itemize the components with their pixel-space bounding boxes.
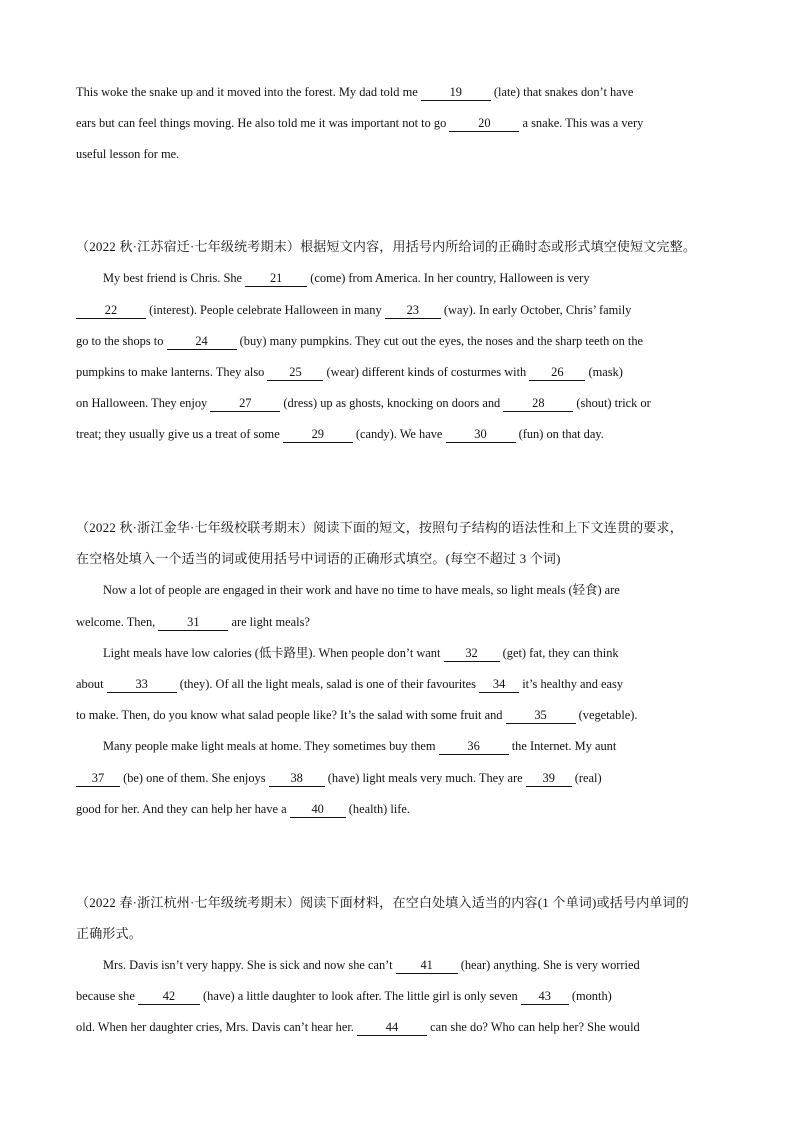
paragraph-line [76, 364, 726, 381]
text: pumpkins to make lanterns. They also [76, 365, 268, 379]
paragraph-line [76, 614, 726, 631]
text: (mask) [585, 365, 623, 379]
blank-40[interactable]: 40 [290, 803, 346, 818]
text: good for her. And they can help her have a [76, 802, 290, 816]
blank-33[interactable]: 33 [107, 678, 177, 693]
text: Mrs. Davis isn’t very happy. She is sick and now she can’t [103, 958, 396, 972]
text: to make. Then, do you know what salad people like? It’s the salad with some fruit and [76, 708, 506, 722]
blank-19[interactable]: 19 [421, 86, 491, 101]
blank-36[interactable]: 36 [439, 740, 509, 755]
blank-22[interactable]: 22 [76, 304, 146, 319]
text: Light meals have low calories (低卡路里). When people don’t want [103, 646, 444, 660]
text: about [76, 677, 107, 691]
text: (have) light meals very much. They are [324, 771, 526, 785]
text: (get) fat, they can think [499, 646, 619, 660]
text: (month) [568, 989, 612, 1003]
blank-23[interactable]: 23 [385, 304, 441, 319]
blank-21[interactable]: 21 [245, 272, 307, 287]
paragraph-line [76, 988, 726, 1005]
blank-31[interactable]: 31 [158, 616, 228, 631]
text: ears but can feel things moving. He also told me it was important not to go [76, 116, 450, 130]
blank-35[interactable]: 35 [506, 709, 576, 724]
section-heading: 正确形式。 [76, 926, 143, 941]
paragraph-line [76, 1019, 726, 1036]
blank-25[interactable]: 25 [267, 366, 323, 381]
blank-42[interactable]: 42 [138, 990, 200, 1005]
paragraph-line [76, 801, 726, 818]
paragraph-line [76, 707, 726, 724]
text: (hear) anything. She is very worried [457, 958, 640, 972]
text: can she do? Who can help her? She would [427, 1020, 640, 1034]
blank-20[interactable]: 20 [449, 117, 519, 132]
text: (late) that snakes don’t have [490, 85, 634, 99]
paragraph-line: Now a lot of people are engaged in their work and have no time to have meals, so light meals (轻食) are [103, 583, 620, 597]
blank-27[interactable]: 27 [210, 397, 280, 412]
text: (dress) up as ghosts, knocking on doors and [280, 396, 504, 410]
text: (be) one of them. She enjoys [120, 771, 269, 785]
text: (vegetable). [575, 708, 638, 722]
paragraph-line [103, 957, 726, 974]
paragraph-line [103, 645, 726, 662]
text: (they). Of all the light meals, salad is one of their favourites [176, 677, 480, 691]
text: a snake. This was a very [519, 116, 644, 130]
paragraph-line [76, 302, 726, 319]
blank-30[interactable]: 30 [446, 428, 516, 443]
text: (buy) many pumpkins. They cut out the eyes, the noses and the sharp teeth on the [236, 334, 644, 348]
blank-37[interactable]: 37 [76, 772, 120, 787]
blank-41[interactable]: 41 [396, 959, 458, 974]
blank-32[interactable]: 32 [444, 647, 500, 662]
blank-34[interactable]: 34 [479, 678, 519, 693]
paragraph-line [103, 738, 726, 755]
paragraph-line [76, 426, 726, 443]
text: (come) from America. In her country, Halloween is very [307, 271, 590, 285]
text: (fun) on that day. [515, 427, 604, 441]
text: This woke the snake up and it moved into the forest. My dad told me [76, 85, 421, 99]
blank-29[interactable]: 29 [283, 428, 353, 443]
blank-24[interactable]: 24 [167, 335, 237, 350]
text: the Internet. My aunt [508, 739, 617, 753]
text: old. When her daughter cries, Mrs. Davis can’t hear her. [76, 1020, 357, 1034]
paragraph-line [76, 395, 726, 412]
paragraph-line [76, 115, 726, 132]
text: (interest). People celebrate Halloween in many [146, 303, 385, 317]
paragraph-line [76, 770, 726, 787]
blank-43[interactable]: 43 [521, 990, 569, 1005]
section-heading: （2022 秋·浙江金华·七年级校联考期末）阅读下面的短文，按照句子结构的语法性和上下文连贯的要求， [76, 520, 683, 535]
paragraph-line [103, 270, 726, 287]
text: (have) a little daughter to look after. The little girl is only seven [199, 989, 521, 1003]
paragraph-line: useful lesson for me. [76, 147, 180, 161]
paragraph-line [76, 84, 726, 101]
section-heading: （2022 秋·江苏宿迁·七年级统考期末）根据短文内容，用括号内所给词的正确时态或形式填空使短文完整。 [76, 239, 697, 254]
section-heading: （2022 春·浙江杭州·七年级统考期末）阅读下面材料，在空白处填入适当的内容(1 个单词)或括号内单词的 [76, 895, 689, 910]
paragraph-line [76, 676, 726, 693]
text: welcome. Then, [76, 615, 159, 629]
blank-44[interactable]: 44 [357, 1021, 427, 1036]
text: (way). In early October, Chris’ family [440, 303, 632, 317]
text: (wear) different kinds of costurmes with [323, 365, 530, 379]
text: (health) life. [345, 802, 411, 816]
blank-26[interactable]: 26 [529, 366, 585, 381]
paragraph-line [76, 333, 726, 350]
section-heading: 在空格处填入一个适当的词或使用括号中词语的正确形式填空。(每空不超过 3 个词) [76, 551, 561, 566]
blank-38[interactable]: 38 [269, 772, 325, 787]
text: (shout) trick or [573, 396, 651, 410]
text: My best friend is Chris. She [103, 271, 246, 285]
text: go to the shops to [76, 334, 167, 348]
text: (candy). We have [352, 427, 446, 441]
blank-28[interactable]: 28 [503, 397, 573, 412]
text: on Halloween. They enjoy [76, 396, 211, 410]
text: it’s healthy and easy [519, 677, 624, 691]
text: are light meals? [228, 615, 310, 629]
text: treat; they usually give us a treat of some [76, 427, 283, 441]
text: Many people make light meals at home. They sometimes buy them [103, 739, 439, 753]
text: because she [76, 989, 138, 1003]
text: (real) [571, 771, 602, 785]
blank-39[interactable]: 39 [526, 772, 572, 787]
